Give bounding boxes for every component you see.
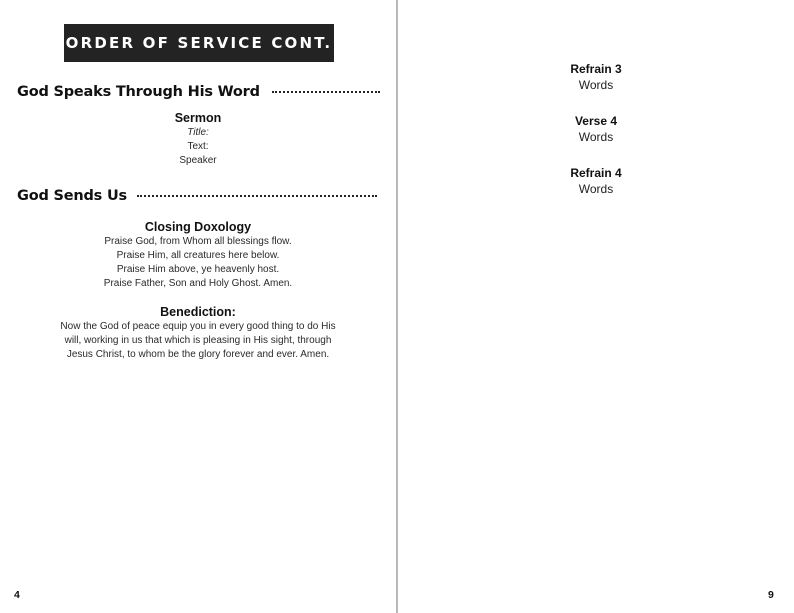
sermon-title: Sermon (174, 111, 222, 125)
sermon-speaker-label: Speaker (179, 155, 217, 166)
section-heading-god-speaks (17, 84, 380, 100)
sermon-block (0, 110, 396, 168)
section-title: God Speaks Through His Word (17, 84, 260, 100)
dotted-leader (137, 195, 377, 197)
benediction-line: Jesus Christ, to whom be the glory forever and ever. Amen. (66, 349, 330, 360)
refrain-4-block (398, 165, 794, 198)
closing-doxology-block (0, 219, 396, 291)
doxology-line: Praise God, from Whom all blessings flow. (104, 236, 292, 247)
refrain-4-words: Words (578, 182, 614, 196)
verse-4-words: Words (578, 130, 614, 144)
refrain-3-title: Refrain 3 (570, 62, 622, 76)
sermon-text-label: Text: (187, 141, 209, 152)
benediction-block (0, 304, 396, 362)
refrain-4-title: Refrain 4 (570, 166, 622, 180)
section-heading-god-sends-us (17, 188, 377, 204)
page-number-right: 9 (768, 589, 774, 601)
order-of-service-banner: ORDER OF SERVICE CONT. (64, 24, 334, 62)
benediction-title: Benediction: (160, 305, 236, 319)
refrain-3-block (398, 61, 794, 94)
benediction-line: Now the God of peace equip you in every good thing to do His (60, 321, 336, 332)
right-page (398, 0, 794, 613)
doxology-title: Closing Doxology (144, 220, 252, 234)
benediction-line: will, working in us that which is pleasing in His sight, through (64, 335, 332, 346)
dotted-leader (272, 91, 380, 93)
doxology-line: Praise Father, Son and Holy Ghost. Amen. (103, 278, 293, 289)
page-number-left: 4 (14, 589, 20, 601)
verse-4-block (398, 113, 794, 146)
verse-4-title: Verse 4 (574, 114, 618, 128)
doxology-line: Praise Him above, ye heavenly host. (116, 264, 280, 275)
doxology-line: Praise Him, all creatures here below. (116, 250, 280, 261)
left-page (0, 0, 396, 613)
section-title: God Sends Us (17, 188, 127, 204)
sermon-title-label: Title: (187, 127, 209, 138)
refrain-3-words: Words (578, 78, 614, 92)
